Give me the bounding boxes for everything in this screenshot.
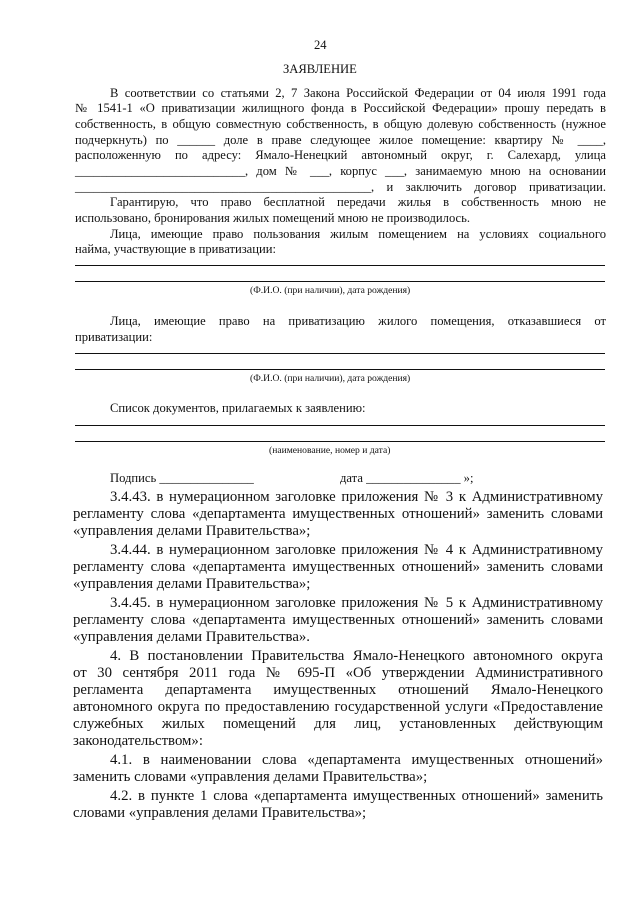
form-line: ___________________________, дом № ___, корпус ___, занимаемую мною на основании (75, 164, 606, 178)
documents-caption: (наименование, номер и дата) (269, 445, 391, 456)
refused-line: приватизации: (75, 330, 153, 344)
page-number: 24 (314, 38, 327, 52)
signature-label: Подпись _______________ (110, 471, 254, 485)
documents-blank-line (75, 441, 605, 442)
amendment-line: 3.4.43. в нумерационном заголовке приложения № 3 к Административному (110, 489, 603, 505)
amendment-line: регламенту слова «департамента имущественных отношений» заменить словами (73, 506, 603, 522)
amendment-line: регламенту слова «департамента имущественных отношений» заменить словами (73, 559, 603, 575)
form-line: расположенную по адресу: Ямало-Ненецкий автономный округ, г. Салехард, улица (75, 148, 606, 162)
amendment-line: от 30 сентября 2011 года № 695-П «Об утверждении Административного (73, 665, 603, 681)
amendment-line: регламенту слова «департамента имущественных отношений» заменить словами (73, 612, 603, 628)
amendment-line: служебных жилых помещений для лиц, установленных действующим (73, 716, 603, 732)
form-line: найма, участвующие в приватизации: (75, 242, 276, 256)
amendment-line: законодательством»: (73, 733, 203, 749)
form-heading: ЗАЯВЛЕНИЕ (283, 62, 357, 76)
form-line: В соответствии со статьями 2, 7 Закона Российской Федерации от 04 июля 1991 года (110, 86, 606, 100)
fio-caption: (Ф.И.О. (при наличии), дата рождения) (250, 373, 411, 384)
form-line: подчеркнуть) по ______ доле в праве следующее жилое помещение: квартиру № ____, (75, 133, 606, 147)
amendment-line: регламента департамента имущественных отношений Ямало-Ненецкого (73, 682, 603, 698)
refused-blank-line (75, 369, 605, 370)
amendment-line: «управления делами Правительства»; (73, 576, 311, 592)
amendment-line: словами «управления делами Правительства»; (73, 805, 367, 821)
form-line: № 1541-1 «О приватизации жилищного фонда в Российской Федерации» прошу передать в (75, 101, 606, 115)
participants-blank-line (75, 265, 605, 266)
date-label: дата _______________ »; (340, 471, 474, 485)
form-line: _______________________________________________, и заключить договор приватизации. (75, 180, 606, 194)
documents-blank-line (75, 425, 605, 426)
form-line: использовано, бронирования жилых помещений мною не производилось. (75, 211, 471, 225)
amendment-line: 4.2. в пункте 1 слова «департамента имущественных отношений» заменить (110, 788, 603, 804)
amendment-line: 4.1. в наименовании слова «департамента имущественных отношений» (110, 752, 603, 768)
amendment-line: 3.4.45. в нумерационном заголовке приложения № 5 к Административному (110, 595, 603, 611)
amendment-line: автономного округа по предоставлению государственной услуги «Предоставление (73, 699, 603, 715)
amendment-line: «управления делами Правительства»; (73, 523, 311, 539)
refused-blank-line (75, 353, 605, 354)
form-line: собственность, в общую совместную собственность, в общую долевую собственность (нужное (75, 117, 606, 131)
form-line: Лица, имеющие право пользования жилым помещением на условиях социального (110, 227, 606, 241)
amendment-line: 4. В постановлении Правительства Ямало-Ненецкого автономного округа (110, 648, 603, 664)
fio-caption: (Ф.И.О. (при наличии), дата рождения) (250, 285, 411, 296)
form-line: Гарантирую, что право бесплатной передачи жилья в собственность мною не (110, 195, 606, 209)
amendment-line: 3.4.44. в нумерационном заголовке приложения № 4 к Административному (110, 542, 603, 558)
documents-label: Список документов, прилагаемых к заявлению: (110, 401, 366, 415)
refused-line: Лица, имеющие право на приватизацию жилого помещения, отказавшиеся от (110, 314, 606, 328)
amendment-line: «управления делами Правительства». (73, 629, 311, 645)
amendment-line: заменить словами «управления делами Правительства»; (73, 769, 428, 785)
participants-blank-line (75, 281, 605, 282)
